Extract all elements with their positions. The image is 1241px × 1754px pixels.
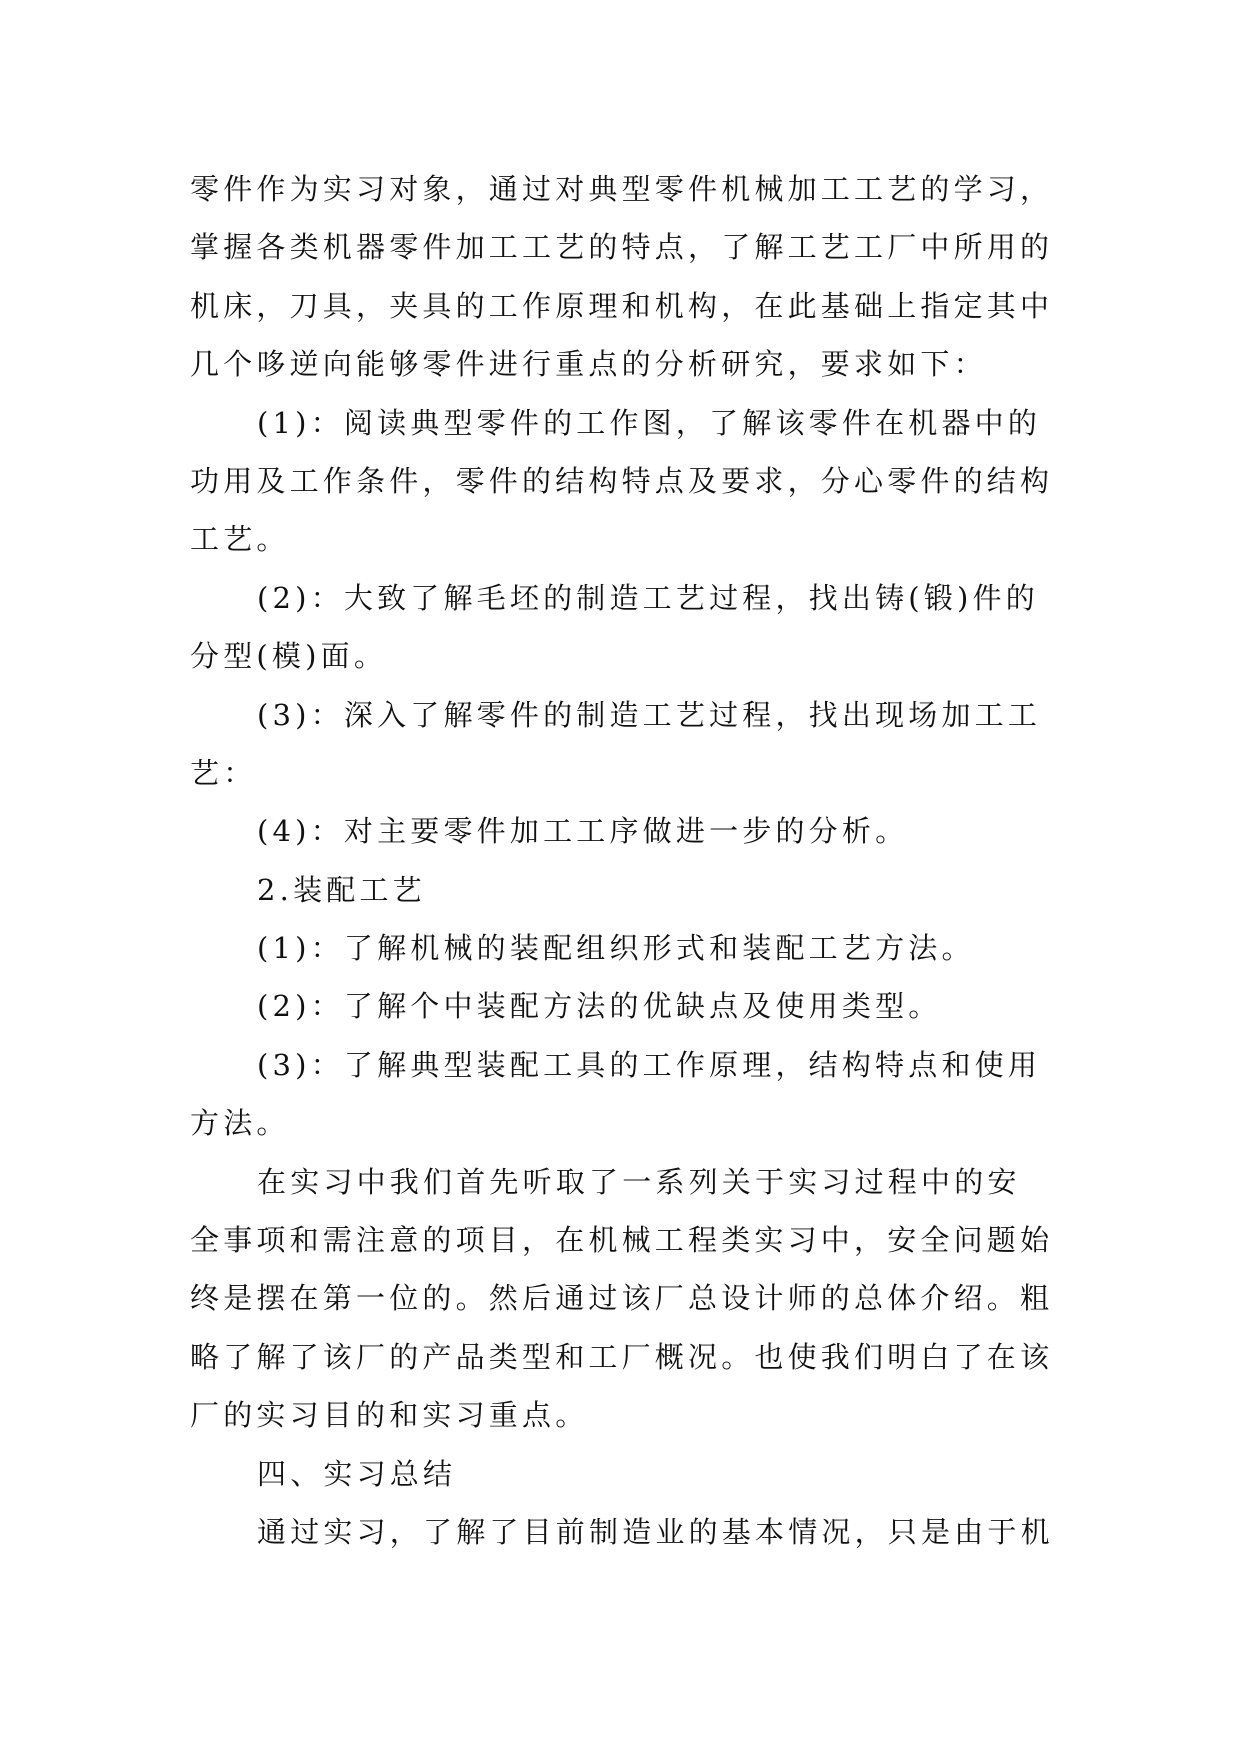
- text-line: 零件作为实习对象，通过对典型零件机械加工工艺的学习，: [190, 172, 1054, 206]
- text-line: 通过实习，了解了目前制造业的基本情况，只是由于机: [257, 1514, 1054, 1549]
- text-line: (3)：深入了解零件的制造工艺过程，找出现场加工工: [257, 697, 1042, 732]
- text-line: 掌握各类机器零件加工工艺的特点，了解工艺工厂中所用的: [190, 230, 1054, 265]
- text-line: (2)：大致了解毛坯的制造工艺过程，找出铸(锻)件的: [257, 580, 1039, 615]
- text-line: 厂的实习目的和实习重点。: [190, 1398, 589, 1433]
- text-line: 略了解了该厂的产品类型和工厂概况。也使我们明白了在该: [190, 1339, 1054, 1374]
- text-line: 方法。: [190, 1106, 290, 1141]
- text-line: (4)：对主要零件加工工序做进一步的分析。: [257, 814, 909, 849]
- text-line: 机床，刀具，夹具的工作原理和机构，在此基础上指定其中: [190, 288, 1054, 323]
- text-line: 几个哆逆向能够零件进行重点的分析研究，要求如下：: [190, 347, 987, 382]
- text-line: 在实习中我们首先听取了一系列关于实习过程中的安: [257, 1164, 1021, 1199]
- text-line: 终是摆在第一位的。然后通过该厂总设计师的总体介绍。粗: [190, 1281, 1054, 1316]
- document-page: [190, 160, 1070, 1561]
- text-line: 2.装配工艺: [257, 872, 426, 907]
- text-line: 功用及工作条件，零件的结构特点及要求，分心零件的结构: [190, 463, 1054, 498]
- text-line: 艺：: [190, 755, 257, 790]
- text-line: (1)：了解机械的装配组织形式和装配工艺方法。: [257, 931, 975, 966]
- text-line: 工艺。: [190, 522, 290, 557]
- text-line: 四、实习总结: [257, 1456, 457, 1491]
- text-line: (1)：阅读典型零件的工作图，了解该零件在机器中的: [257, 405, 1042, 440]
- text-line: 全事项和需注意的项目，在机械工程类实习中，安全问题始: [190, 1223, 1054, 1258]
- text-line: (3)：了解典型装配工具的工作原理，结构特点和使用: [257, 1047, 1042, 1082]
- text-line: (2)：了解个中装配方法的优缺点及使用类型。: [257, 989, 942, 1024]
- text-line: 分型(模)面。: [190, 639, 388, 674]
